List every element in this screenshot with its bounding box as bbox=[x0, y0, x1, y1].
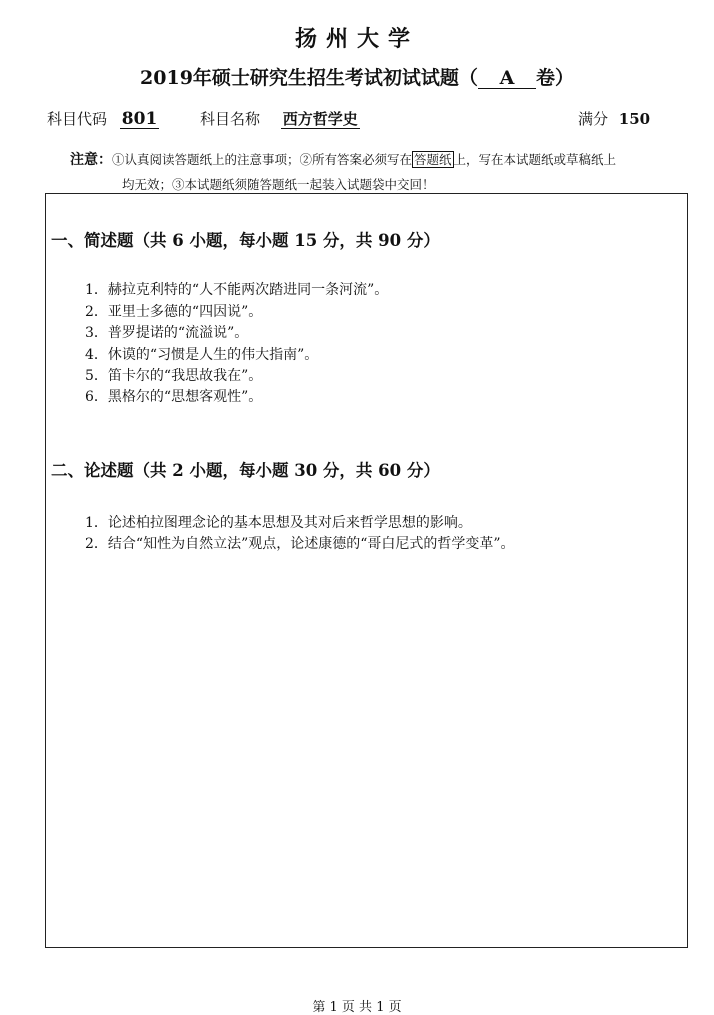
full-score-group bbox=[578, 108, 650, 129]
notice-line-2: 均无效；③本试题纸须随答题纸一起装入试题袋中交回！ bbox=[122, 177, 435, 192]
question-item: 3．普罗提诺的“流溢说”。 bbox=[85, 325, 249, 341]
exam-title-suffix: 卷） bbox=[535, 67, 574, 89]
exam-title-prefix: 2019年硕士研究生招生考试初试试题（ bbox=[140, 67, 478, 89]
question-item: 5．笛卡尔的“我思故我在”。 bbox=[85, 368, 263, 384]
subject-name-value: 西方哲学史 bbox=[282, 110, 358, 128]
answer-sheet-boxed: 答题纸 bbox=[414, 152, 452, 167]
notice-text-1b: 上，写在本试题纸或草稿纸上 bbox=[453, 152, 617, 167]
notice-text-1a: ①认真阅读答题纸上的注意事项；②所有答案必须写在 bbox=[112, 152, 413, 167]
university-name: 扬州大学 bbox=[294, 26, 419, 52]
question-item: 2．亚里士多德的“四因说”。 bbox=[85, 304, 263, 320]
page-number: 第 1 页 共 1 页 bbox=[312, 1000, 402, 1015]
question-item: 1．论述柏拉图理念论的基本思想及其对后来哲学思想的影响。 bbox=[85, 515, 472, 531]
question-item: 4．休谟的“习惯是人生的伟大指南”。 bbox=[85, 347, 319, 363]
subject-code-label: 科目代码 bbox=[47, 110, 108, 128]
full-score-label: 满分 bbox=[578, 110, 609, 128]
subject-code-group bbox=[47, 108, 159, 129]
subject-code-value: 801 bbox=[121, 109, 158, 129]
question-item: 2．结合“知性为自然立法”观点，论述康德的“哥白尼式的哲学变革”。 bbox=[85, 536, 515, 552]
full-score-value: 150 bbox=[618, 110, 651, 128]
subject-name-label: 科目名称 bbox=[200, 110, 261, 128]
paper-type: A bbox=[478, 68, 536, 89]
subject-name-group bbox=[200, 108, 360, 129]
notice-label: 注意： bbox=[70, 152, 112, 168]
question-item: 1．赫拉克利特的“人不能两次踏进同一条河流”。 bbox=[85, 282, 389, 298]
notice-line-1 bbox=[70, 149, 616, 169]
exam-title bbox=[0, 63, 714, 90]
section-heading-2: 二、论述题（共 2 小题，每小题 30 分，共 60 分） bbox=[51, 461, 440, 480]
question-item: 6．黑格尔的“思想客观性”。 bbox=[85, 389, 263, 405]
section-heading-1: 一、简述题（共 6 小题，每小题 15 分，共 90 分） bbox=[51, 231, 440, 250]
